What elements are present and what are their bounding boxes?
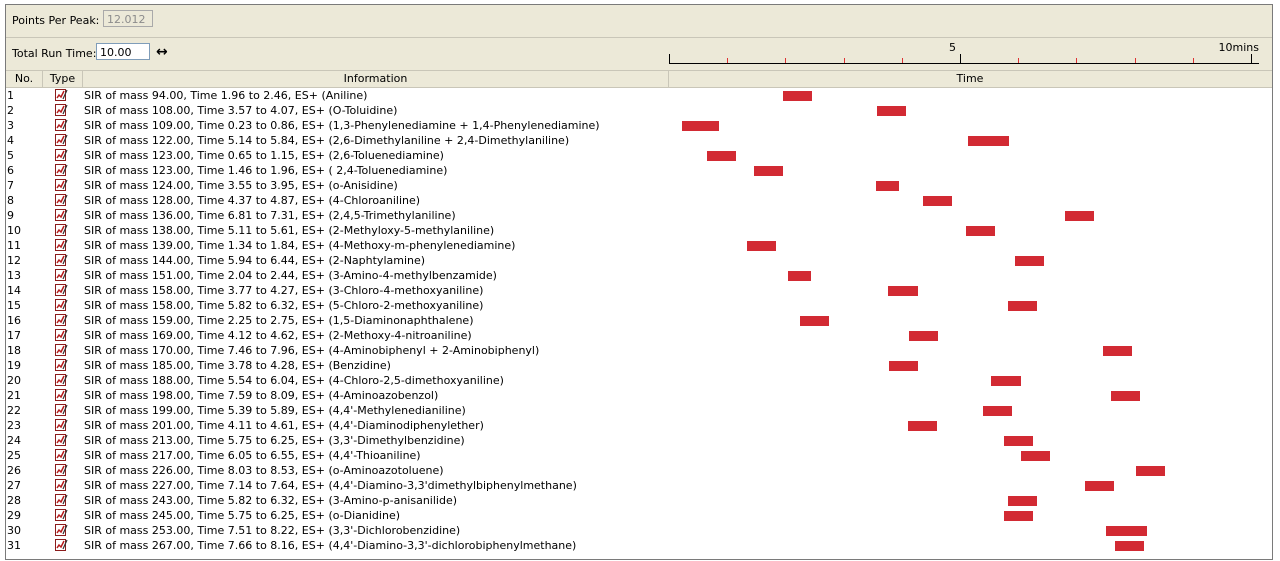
row-number: 25 bbox=[7, 449, 21, 462]
time-window-bar[interactable] bbox=[1085, 481, 1114, 491]
row-information: SIR of mass 144.00, Time 5.94 to 6.44, ES+ (2-Naphtylamine) bbox=[84, 254, 426, 267]
header-information[interactable]: Information bbox=[83, 71, 669, 87]
row-number: 9 bbox=[7, 209, 14, 222]
time-axis bbox=[669, 38, 1259, 70]
row-information: SIR of mass 124.00, Time 3.55 to 3.95, ES+ (o-Anisidine) bbox=[84, 179, 398, 192]
list-item[interactable] bbox=[6, 418, 1272, 433]
sir-type-icon[interactable] bbox=[55, 419, 68, 431]
sir-type-icon[interactable] bbox=[55, 194, 68, 206]
list-item[interactable] bbox=[6, 328, 1272, 343]
list-item[interactable] bbox=[6, 163, 1272, 178]
time-window-bar[interactable] bbox=[991, 376, 1020, 386]
sir-type-icon[interactable] bbox=[55, 434, 68, 446]
time-window-bar[interactable] bbox=[876, 181, 899, 191]
row-number: 14 bbox=[7, 284, 21, 297]
points-per-peak-row bbox=[6, 5, 1272, 38]
sir-type-icon[interactable] bbox=[55, 179, 68, 191]
time-window-bar[interactable] bbox=[966, 226, 995, 236]
row-information: SIR of mass 198.00, Time 7.59 to 8.09, ES+ (4-Aminoazobenzol) bbox=[84, 389, 439, 402]
row-number: 11 bbox=[7, 239, 21, 252]
row-number: 19 bbox=[7, 359, 21, 372]
row-information: SIR of mass 139.00, Time 1.34 to 1.84, ES+ (4-Methoxy-m-phenylenediamine) bbox=[84, 239, 516, 252]
axis-tick bbox=[1193, 58, 1194, 63]
sir-type-icon[interactable] bbox=[55, 539, 68, 551]
row-information: SIR of mass 151.00, Time 2.04 to 2.44, ES+ (3-Amino-4-methylbenzamide) bbox=[84, 269, 497, 282]
time-window-bar[interactable] bbox=[1103, 346, 1132, 356]
axis-tick bbox=[785, 58, 786, 63]
time-window-bar[interactable] bbox=[1136, 466, 1165, 476]
list-item[interactable] bbox=[6, 208, 1272, 223]
row-information: SIR of mass 188.00, Time 5.54 to 6.04, ES+ (4-Chloro-2,5-dimethoxyaniline) bbox=[84, 374, 504, 387]
axis-tick bbox=[902, 58, 903, 63]
row-information: SIR of mass 217.00, Time 6.05 to 6.55, ES+ (4,4'-Thioaniline) bbox=[84, 449, 421, 462]
row-information: SIR of mass 158.00, Time 5.82 to 6.32, ES+ (5-Chloro-2-methoxyaniline) bbox=[84, 299, 484, 312]
row-information: SIR of mass 169.00, Time 4.12 to 4.62, ES+ (2-Methoxy-4-nitroaniline) bbox=[84, 329, 472, 342]
list-item[interactable] bbox=[6, 298, 1272, 313]
row-number: 7 bbox=[7, 179, 14, 192]
time-window-bar[interactable] bbox=[754, 166, 783, 176]
sir-type-icon[interactable] bbox=[55, 119, 68, 131]
sir-type-icon[interactable] bbox=[55, 479, 68, 491]
sir-type-icon[interactable] bbox=[55, 224, 68, 236]
sir-type-icon[interactable] bbox=[55, 269, 68, 281]
list-item[interactable] bbox=[6, 283, 1272, 298]
sir-type-icon[interactable] bbox=[55, 239, 68, 251]
sir-type-icon[interactable] bbox=[55, 314, 68, 326]
list-item[interactable] bbox=[6, 178, 1272, 193]
sir-type-icon[interactable] bbox=[55, 299, 68, 311]
time-window-bar[interactable] bbox=[1008, 496, 1037, 506]
row-number: 15 bbox=[7, 299, 21, 312]
list-item[interactable] bbox=[6, 148, 1272, 163]
row-number: 8 bbox=[7, 194, 14, 207]
sir-type-icon[interactable] bbox=[55, 134, 68, 146]
sir-method-editor bbox=[5, 4, 1273, 560]
list-item[interactable] bbox=[6, 358, 1272, 373]
time-window-bar[interactable] bbox=[888, 286, 917, 296]
row-information: SIR of mass 243.00, Time 5.82 to 6.32, ES+ (3-Amino-p-anisanilide) bbox=[84, 494, 458, 507]
row-number: 4 bbox=[7, 134, 14, 147]
row-number: 29 bbox=[7, 509, 21, 522]
row-number: 2 bbox=[7, 104, 14, 117]
axis-tick bbox=[1251, 54, 1252, 63]
sir-type-icon[interactable] bbox=[55, 89, 68, 101]
row-number: 10 bbox=[7, 224, 21, 237]
axis-tick bbox=[1076, 58, 1077, 63]
time-window-bar[interactable] bbox=[1015, 256, 1044, 266]
sir-type-icon[interactable] bbox=[55, 209, 68, 221]
row-information: SIR of mass 199.00, Time 5.39 to 5.89, ES+ (4,4'-Methylenedianiline) bbox=[84, 404, 466, 417]
sir-type-icon[interactable] bbox=[55, 389, 68, 401]
list-item[interactable] bbox=[6, 478, 1272, 493]
time-window-bar[interactable] bbox=[889, 361, 918, 371]
row-information: SIR of mass 128.00, Time 4.37 to 4.87, ES+ (4-Chloroaniline) bbox=[84, 194, 421, 207]
header-no[interactable]: No. bbox=[6, 71, 43, 87]
row-number: 1 bbox=[7, 89, 14, 102]
row-information: SIR of mass 213.00, Time 5.75 to 6.25, ES+ (3,3'-Dimethylbenzidine) bbox=[84, 434, 465, 447]
list-item[interactable] bbox=[6, 448, 1272, 463]
sir-type-icon[interactable] bbox=[55, 149, 68, 161]
time-window-bar[interactable] bbox=[682, 121, 719, 131]
sir-type-icon[interactable] bbox=[55, 449, 68, 461]
total-run-time-label: Total Run Time: bbox=[12, 47, 97, 60]
row-number: 24 bbox=[7, 434, 21, 447]
row-information: SIR of mass 138.00, Time 5.11 to 5.61, ES+ (2-Methyloxy-5-methylaniline) bbox=[84, 224, 495, 237]
axis-tick bbox=[669, 54, 670, 63]
row-number: 31 bbox=[7, 539, 21, 552]
time-window-bar[interactable] bbox=[783, 91, 812, 101]
row-number: 26 bbox=[7, 464, 21, 477]
list-item[interactable] bbox=[6, 343, 1272, 358]
list-item[interactable] bbox=[6, 508, 1272, 523]
time-window-bar[interactable] bbox=[1021, 451, 1050, 461]
sir-type-icon[interactable] bbox=[55, 524, 68, 536]
expand-arrows-icon[interactable]: ↔ bbox=[156, 44, 168, 60]
time-window-bar[interactable] bbox=[1004, 511, 1033, 521]
points-per-peak-label: Points Per Peak: bbox=[12, 14, 100, 27]
time-window-bar[interactable] bbox=[1106, 526, 1147, 536]
header-time[interactable]: Time bbox=[956, 72, 984, 85]
list-item[interactable] bbox=[6, 88, 1272, 103]
column-header bbox=[6, 71, 1272, 88]
time-window-bar[interactable] bbox=[1111, 391, 1140, 401]
total-run-time-input[interactable]: 10.00 bbox=[96, 43, 150, 60]
sir-type-icon[interactable] bbox=[55, 509, 68, 521]
row-information: SIR of mass 253.00, Time 7.51 to 8.22, ES+ (3,3'-Dichlorobenzidine) bbox=[84, 524, 461, 537]
list-item[interactable] bbox=[6, 433, 1272, 448]
sir-type-icon[interactable] bbox=[55, 164, 68, 176]
list-item[interactable] bbox=[6, 403, 1272, 418]
row-information: SIR of mass 109.00, Time 0.23 to 0.86, ES+ (1,3-Phenylenediamine + 1,4-Phenylenediamine) bbox=[84, 119, 600, 132]
sir-type-icon[interactable] bbox=[55, 284, 68, 296]
sir-type-icon[interactable] bbox=[55, 329, 68, 341]
row-number: 22 bbox=[7, 404, 21, 417]
axis-label-end: 10mins bbox=[1218, 41, 1259, 54]
row-information: SIR of mass 159.00, Time 2.25 to 2.75, ES+ (1,5-Diaminonaphthalene) bbox=[84, 314, 474, 327]
list-item[interactable] bbox=[6, 223, 1272, 238]
axis-tick bbox=[1018, 58, 1019, 63]
time-window-bar[interactable] bbox=[909, 331, 938, 341]
row-information: SIR of mass 170.00, Time 7.46 to 7.96, ES+ (4-Aminobiphenyl + 2-Aminobiphenyl) bbox=[84, 344, 540, 357]
list-item[interactable] bbox=[6, 238, 1272, 253]
row-information: SIR of mass 158.00, Time 3.77 to 4.27, ES+ (3-Chloro-4-methoxyaniline) bbox=[84, 284, 484, 297]
axis-tick bbox=[1135, 58, 1136, 63]
row-information: SIR of mass 226.00, Time 8.03 to 8.53, ES+ (o-Aminoazotoluene) bbox=[84, 464, 444, 477]
row-information: SIR of mass 94.00, Time 1.96 to 2.46, ES+ (Aniline) bbox=[84, 89, 368, 102]
axis-tick bbox=[844, 58, 845, 63]
row-information: SIR of mass 136.00, Time 6.81 to 7.31, ES+ (2,4,5-Trimethylaniline) bbox=[84, 209, 456, 222]
row-information: SIR of mass 227.00, Time 7.14 to 7.64, ES+ (4,4'-Diamino-3,3'dimethylbiphenylmethane) bbox=[84, 479, 577, 492]
row-number: 3 bbox=[7, 119, 14, 132]
row-information: SIR of mass 122.00, Time 5.14 to 5.84, ES+ (2,6-Dimethylaniline + 2,4-Dimethylaniline) bbox=[84, 134, 570, 147]
list-item[interactable] bbox=[6, 268, 1272, 283]
row-number: 16 bbox=[7, 314, 21, 327]
time-window-bar[interactable] bbox=[800, 316, 829, 326]
time-window-bar[interactable] bbox=[788, 271, 811, 281]
row-number: 27 bbox=[7, 479, 21, 492]
row-number: 28 bbox=[7, 494, 21, 507]
axis-label-mid: 5 bbox=[949, 41, 956, 54]
list-item[interactable] bbox=[6, 463, 1272, 478]
list-item[interactable] bbox=[6, 388, 1272, 403]
time-window-bar[interactable] bbox=[908, 421, 937, 431]
sir-type-icon[interactable] bbox=[55, 464, 68, 476]
sir-type-icon[interactable] bbox=[55, 494, 68, 506]
sir-type-icon[interactable] bbox=[55, 359, 68, 371]
function-list bbox=[6, 88, 1272, 559]
sir-type-icon[interactable] bbox=[55, 374, 68, 386]
list-item[interactable] bbox=[6, 538, 1272, 553]
time-window-bar[interactable] bbox=[1115, 541, 1144, 551]
list-item[interactable] bbox=[6, 313, 1272, 328]
row-information: SIR of mass 108.00, Time 3.57 to 4.07, ES+ (O-Toluidine) bbox=[84, 104, 398, 117]
row-number: 6 bbox=[7, 164, 14, 177]
time-axis-line bbox=[669, 63, 1259, 64]
axis-tick bbox=[727, 58, 728, 63]
row-number: 5 bbox=[7, 149, 14, 162]
row-number: 18 bbox=[7, 344, 21, 357]
row-information: SIR of mass 185.00, Time 3.78 to 4.28, ES+ (Benzidine) bbox=[84, 359, 391, 372]
points-per-peak-field: 12.012 bbox=[103, 10, 153, 27]
row-information: SIR of mass 201.00, Time 4.11 to 4.61, ES+ (4,4'-Diaminodiphenylether) bbox=[84, 419, 484, 432]
row-information: SIR of mass 123.00, Time 0.65 to 1.15, ES+ (2,6-Toluenediamine) bbox=[84, 149, 444, 162]
time-window-bar[interactable] bbox=[983, 406, 1012, 416]
list-item[interactable] bbox=[6, 493, 1272, 508]
total-run-time-row bbox=[6, 38, 1272, 71]
list-item[interactable] bbox=[6, 133, 1272, 148]
time-window-bar[interactable] bbox=[1008, 301, 1037, 311]
row-information: SIR of mass 267.00, Time 7.66 to 8.16, ES+ (4,4'-Diamino-3,3'-dichlorobiphenylmethane) bbox=[84, 539, 577, 552]
row-information: SIR of mass 245.00, Time 5.75 to 6.25, ES+ (o-Dianidine) bbox=[84, 509, 400, 522]
row-number: 17 bbox=[7, 329, 21, 342]
sir-type-icon[interactable] bbox=[55, 254, 68, 266]
row-number: 23 bbox=[7, 419, 21, 432]
time-window-bar[interactable] bbox=[707, 151, 736, 161]
row-information: SIR of mass 123.00, Time 1.46 to 1.96, ES+ ( 2,4-Toluenediamine) bbox=[84, 164, 448, 177]
list-item[interactable] bbox=[6, 103, 1272, 118]
sir-type-icon[interactable] bbox=[55, 104, 68, 116]
time-window-bar[interactable] bbox=[1065, 211, 1094, 221]
row-number: 12 bbox=[7, 254, 21, 267]
list-item[interactable] bbox=[6, 523, 1272, 538]
time-window-bar[interactable] bbox=[877, 106, 906, 116]
time-window-bar[interactable] bbox=[747, 241, 776, 251]
list-item[interactable] bbox=[6, 373, 1272, 388]
row-number: 20 bbox=[7, 374, 21, 387]
row-number: 21 bbox=[7, 389, 21, 402]
sir-type-icon[interactable] bbox=[55, 404, 68, 416]
time-window-bar[interactable] bbox=[968, 136, 1009, 146]
sir-type-icon[interactable] bbox=[55, 344, 68, 356]
list-item[interactable] bbox=[6, 253, 1272, 268]
list-item[interactable] bbox=[6, 193, 1272, 208]
row-number: 30 bbox=[7, 524, 21, 537]
time-window-bar[interactable] bbox=[1004, 436, 1033, 446]
axis-tick bbox=[960, 54, 961, 63]
list-item[interactable] bbox=[6, 118, 1272, 133]
header-type[interactable]: Type bbox=[43, 71, 83, 87]
row-number: 13 bbox=[7, 269, 21, 282]
time-window-bar[interactable] bbox=[923, 196, 952, 206]
